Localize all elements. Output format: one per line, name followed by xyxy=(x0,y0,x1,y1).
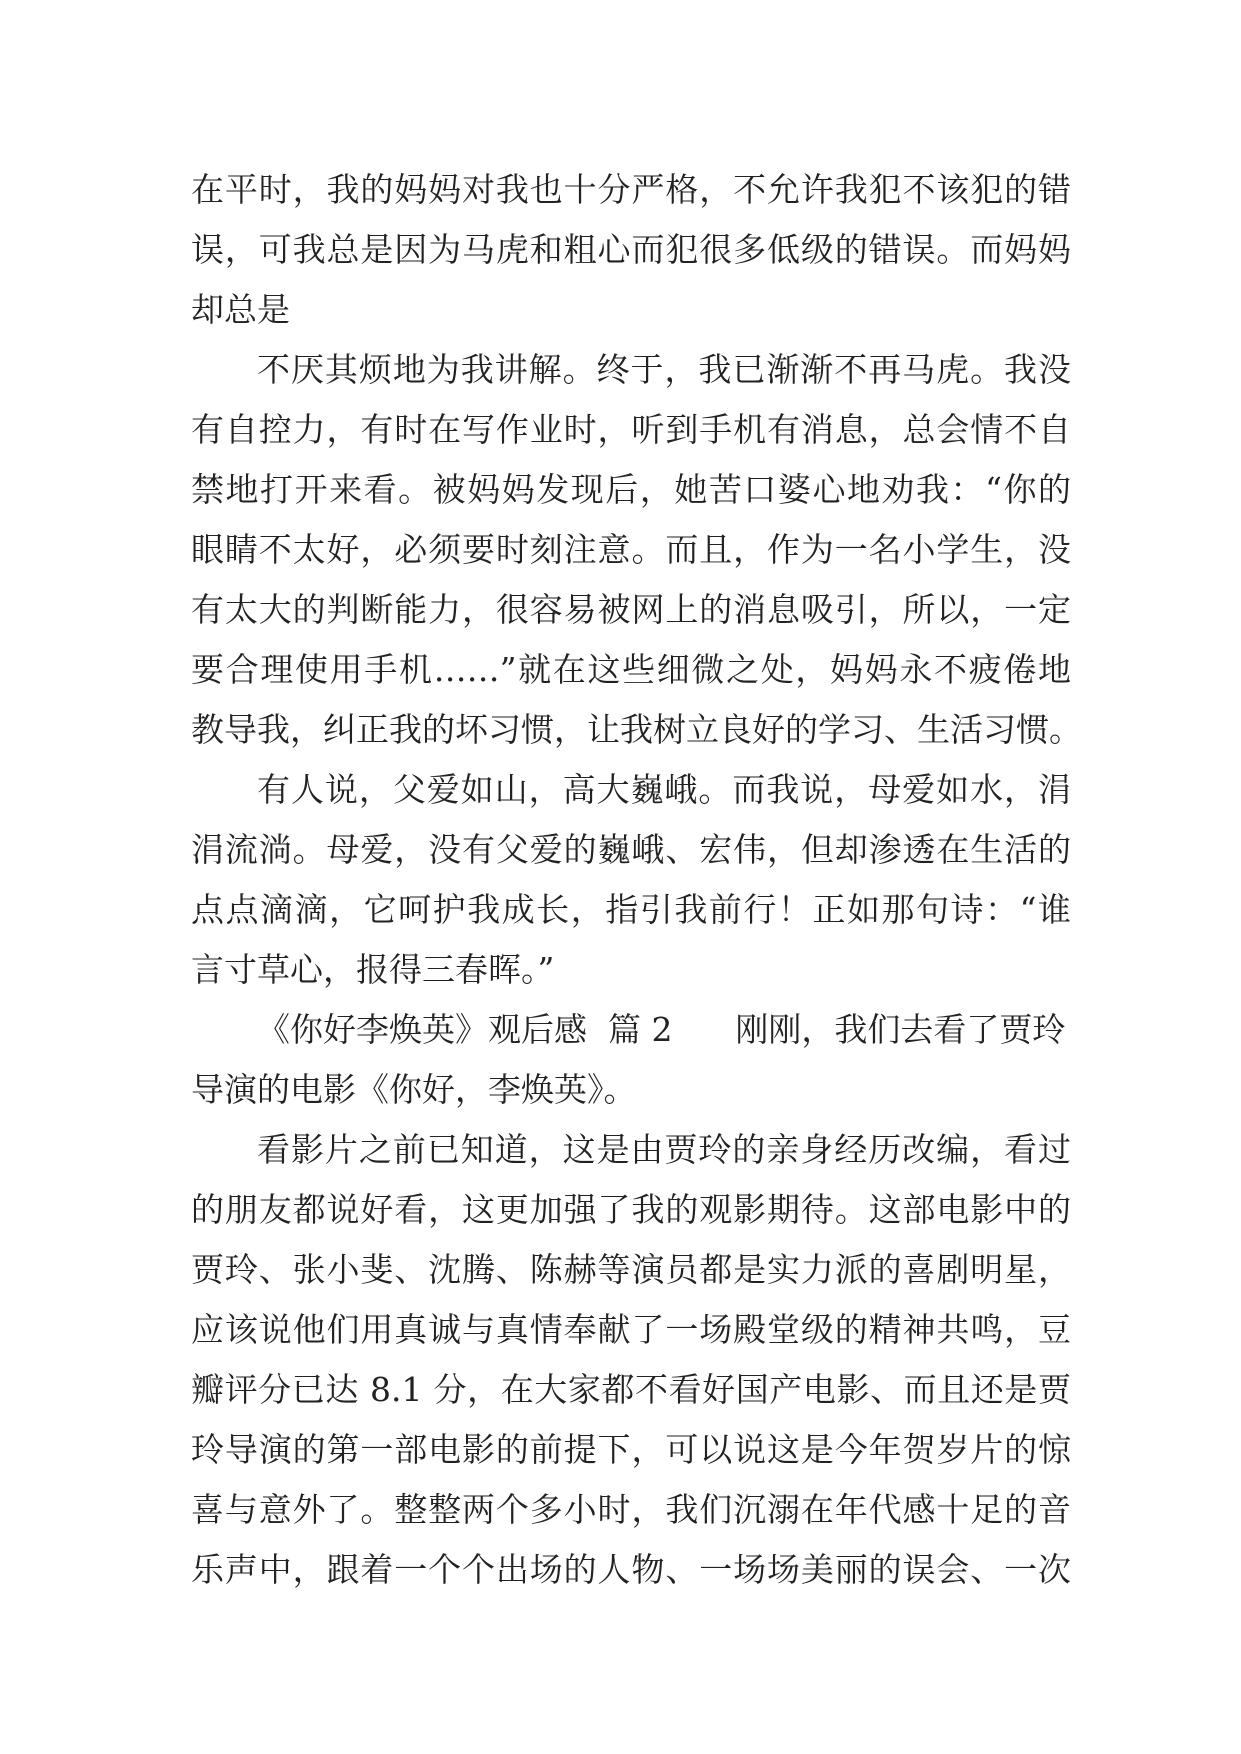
text-line: 禁地打开来看。被妈妈发现后，她苦口婆心地劝我：“你的 xyxy=(191,470,1071,509)
text-line: 的朋友都说好看，这更加强了我的观影期待。这部电影中的 xyxy=(191,1190,1071,1229)
text-line: 教导我，纠正我的坏习惯，让我树立良好的学习、生活习惯。 xyxy=(191,710,1082,749)
text-line: 言寸草心，报得三春晖。” xyxy=(191,950,555,989)
text-line: 眼睛不太好，必须要时刻注意。而且，作为一名小学生，没 xyxy=(191,530,1071,569)
text-line: 误，可我总是因为马虎和粗心而犯很多低级的错误。而妈妈 xyxy=(191,230,1071,269)
text-line: 不厌其烦地为我讲解。终于，我已渐渐不再马虎。我没 xyxy=(257,350,1071,389)
text-line: 在平时，我的妈妈对我也十分严格，不允许我犯不该犯的错 xyxy=(191,170,1071,209)
text-line: 有自控力，有时在写作业时，听到手机有消息，总会情不自 xyxy=(191,410,1071,449)
text-line: 贾玲、张小斐、沈腾、陈赫等演员都是实力派的喜剧明星， xyxy=(191,1250,1071,1289)
text-line: 喜与意外了。整整两个多小时，我们沉溺在年代感十足的音 xyxy=(191,1490,1071,1529)
text-line: 却总是 xyxy=(191,290,290,329)
text-line: 玲导演的第一部电影的前提下，可以说这是今年贺岁片的惊 xyxy=(191,1430,1071,1469)
section-heading-line: 《你好李焕英》观后感 篇 2 刚刚，我们去看了贾玲 xyxy=(257,1010,1066,1049)
text-line: 有人说，父爱如山，高大巍峨。而我说，母爱如水，涓 xyxy=(257,770,1071,809)
text-line: 乐声中，跟着一个个出场的人物、一场场美丽的误会、一次 xyxy=(191,1550,1071,1589)
text-line: 要合理使用手机……”就在这些细微之处，妈妈永不疲倦地 xyxy=(191,650,1071,689)
body-text xyxy=(191,160,1082,1600)
text-line: 导演的电影《你好，李焕英》。 xyxy=(191,1070,637,1109)
text-line: 看影片之前已知道，这是由贾玲的亲身经历改编，看过 xyxy=(257,1130,1071,1169)
text-line: 点点滴滴，它呵护我成长，指引我前行！正如那句诗：“谁 xyxy=(191,890,1071,929)
text-line: 应该说他们用真诚与真情奉献了一场殿堂级的精神共鸣，豆 xyxy=(191,1310,1071,1349)
text-line: 涓流淌。母爱，没有父爱的巍峨、宏伟，但却渗透在生活的 xyxy=(191,830,1071,869)
text-line: 有太大的判断能力，很容易被网上的消息吸引，所以，一定 xyxy=(191,590,1071,629)
text-line: 瓣评分已达 8.1 分，在大家都不看好国产电影、而且还是贾 xyxy=(191,1370,1071,1409)
